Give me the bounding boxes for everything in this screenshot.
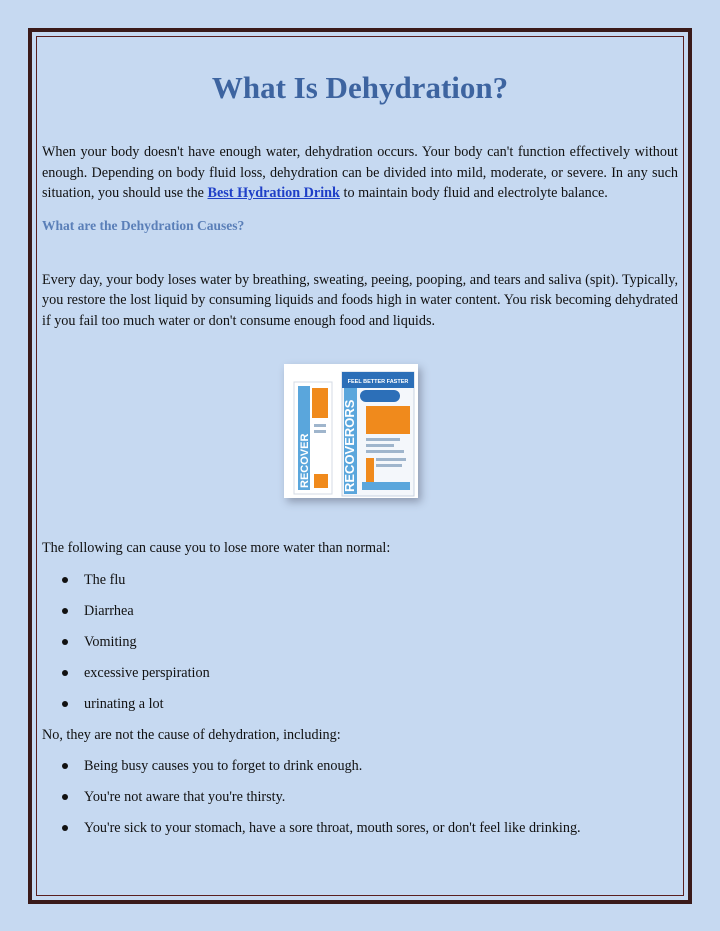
list-item: You're sick to your stomach, have a sore throat, mouth sores, or don't feel like drinking. bbox=[42, 818, 678, 838]
best-hydration-drink-link[interactable]: Best Hydration Drink bbox=[207, 185, 340, 201]
not-cause-list bbox=[42, 756, 678, 838]
bullet-icon bbox=[62, 577, 68, 583]
list-item: excessive perspiration bbox=[42, 663, 678, 683]
intro-text-after-link: to maintain body fluid and electrolyte balance. bbox=[339, 185, 608, 201]
bullet-icon bbox=[62, 670, 68, 676]
intro-text-before-link: When your body doesn't have enough water, dehydration occurs. Your body can't function effectively without enough. Depending on body fluid loss, dehydration can be divided into mild, moderate, or severe. In any such situation, you should use the bbox=[42, 144, 678, 201]
bullet-icon bbox=[62, 639, 68, 645]
list-item: Being busy causes you to forget to drink enough. bbox=[42, 756, 678, 776]
product-image bbox=[284, 364, 418, 498]
intro-paragraph bbox=[42, 142, 678, 204]
causes-paragraph: Every day, your body loses water by breathing, sweating, peeing, pooping, and tears and saliva (spit). Typically, you restore the lost liquid by consuming liquids and foods high in water content. You risk becoming dehydrated if you fail too much water or don't consume enough food and liquids. bbox=[42, 271, 678, 329]
banner-text: FEEL BETTER FASTER bbox=[347, 379, 409, 385]
bullet-icon bbox=[62, 825, 68, 831]
bullet-icon bbox=[62, 608, 68, 614]
list-item: Diarrhea bbox=[42, 601, 678, 621]
bullet-icon bbox=[62, 794, 68, 800]
list-item: You're not aware that you're thirsty. bbox=[42, 787, 678, 807]
document-body bbox=[42, 70, 678, 838]
recoverors-product-illustration bbox=[284, 364, 418, 498]
page-title: What Is Dehydration? bbox=[211, 70, 509, 105]
svg-text:RECOVER: RECOVER bbox=[299, 433, 311, 488]
box-brand-text: RECOVERORS bbox=[342, 399, 357, 492]
causes-heading: What are the Dehydration Causes? bbox=[42, 217, 245, 233]
list-item: urinating a lot bbox=[42, 694, 678, 714]
list-item: Vomiting bbox=[42, 632, 678, 652]
list-item: The flu bbox=[42, 570, 678, 590]
more-water-list bbox=[42, 570, 678, 714]
bullet-icon bbox=[62, 763, 68, 769]
not-cause-intro: No, they are not the cause of dehydration, including: bbox=[42, 726, 341, 743]
more-water-intro: The following can cause you to lose more water than normal: bbox=[42, 540, 391, 556]
bullet-icon bbox=[62, 701, 68, 707]
